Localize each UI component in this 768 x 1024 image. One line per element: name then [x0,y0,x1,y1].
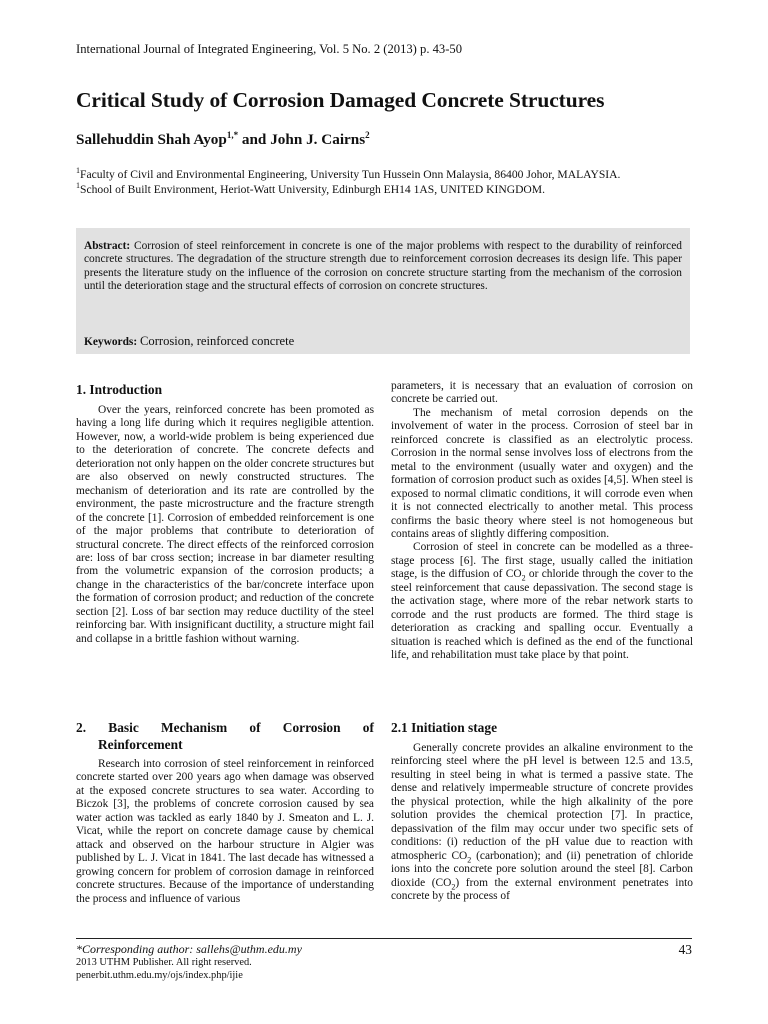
co2-subscript: 2 [521,573,526,583]
journal-header: International Journal of Integrated Engineering, Vol. 5 No. 2 (2013) p. 43-50 [76,42,463,56]
section-2-heading-word: of [362,720,374,735]
keywords-label: Keywords: [84,336,138,348]
right-paragraph-1: The mechanism of metal corrosion depends on the involvement of water in the process. Corrosion of steel bar in reinforced concrete is classified as an electrolytic process. Corrosion in the normal sense involves loss of electrons from the metal to the environment (usually water and oxygen) and the formation of corrosion product such as oxides [4,5]. When steel is exposed to normal climatic conditions, it will corrode even when it is not connected electrically to another metal. This process confirms the basic theory where steel is not homogeneous but contains areas of slightly differing composition. [391,406,693,540]
right-paragraph-2 [391,541,693,662]
section-2-heading-word: of [249,720,261,735]
publisher-info [76,957,252,982]
section-2-body [76,758,374,906]
affiliation-2 [76,182,620,197]
section-2-heading-word: Corrosion [282,720,341,735]
affiliation-2-text: School of Built Environment, Heriot-Watt University, Edinburgh EH14 1AS, UNITED KINGDOM. [80,183,546,196]
affiliation-2-mark: 1 [76,181,80,191]
subsection-2-1-part: ) from the external environment penetrates into concrete by the process of [391,876,693,902]
subsection-2-1-part: (carbonation); and (ii) penetration of chloride ions into the concrete pore solution around the steel [8]. Carbon dioxide (CO [391,849,693,889]
author-conjunction: and [238,131,271,148]
footer-divider [76,938,692,939]
abstract-box [76,228,690,354]
author-1-affil-mark: 1,* [226,129,239,140]
right-paragraph-0: parameters, it is necessary that an evaluation of corrosion on concrete be carried out. [391,380,693,406]
abstract [84,240,682,293]
section-1-body [76,404,374,646]
section-2-heading-line2: Reinforcement [98,737,183,752]
section-1-paragraph: Over the years, reinforced concrete has been promoted as having a long life during which it requires negligible attention. However, now, a world-wide problem is being experienced due to the deterioration of concrete. The concrete defects and deterioration not only happen on the older concrete structures but are also observed on newly constructed structures. The mechanism of deterioration and its rate are controlled by the environment, the paste microstructure and the fracture strength of the concrete [1]. Corrosion of embedded reinforcement is one of the major problems that contribute to deterioration of structural concrete. The direct effects of the reinforced corrosion are: loss of bar cross section; increase in bar diameter resulting from the volumetric expansion of the corrosion products; a change in the characteristics of the bar/concrete interface upon the formation of corrosion product; and reduction of the concrete section [2]. Loss of bar section may reduce ductility of the steel reinforcing bar. With insignificant ductility, a structure might fail and collapse in a brittle fashion without warning. [76,404,374,645]
author-2: John J. Cairns [270,131,366,148]
section-2-paragraph: Research into corrosion of steel reinforcement in reinforced concrete started over 200 years ago when damage was observed at the exposed concrete structures to sea water. According to Biczok [3], the problems of concrete corrosion caused by sea water action was tackled as early 1840 by J. Smeaton and L. J. Vicat, while the report on concrete damage cause by chemical attack and observed on the harbour structure in Algier was published by L. J. Vicat in 1841. The last decade has witnessed a growing concern for problem of corrosion damage in reinforced concrete structures. Because of the importance of understanding the process and influence of various [76,758,374,905]
author-1: Sallehuddin Shah Ayop [76,131,227,148]
subsection-2-1-part: Generally concrete provides an alkaline environment to the reinforcing steel where the pH level is between 12.5 and 13.5, resulting in steel being in what is termed a passive state. The dense and relatively impermeable structure of concrete provides the physical protection, while the high alkalinity of the pore solution provides the chemical protection [7]. In practice, depassivation of the film may occur under two specific sets of conditions: (i) reduction of the pH value due to reaction with atmospheric CO [391,742,693,862]
section-2-number: 2. [76,720,87,735]
copyright-line: 2013 UTHM Publisher. All right reserved. [76,957,252,968]
affiliations [76,167,620,197]
co2-subscript: 2 [451,881,456,891]
author-list [76,131,370,149]
right-paragraph-2-part: or chloride through the cover to the steel reinforcement that cause depassivation. The second stage is the activation stage, where more of the rebar network starts to corrode and the rust products are formed. The third stage is deterioration as cracking and spalling occur. Eventually a situation is reached which is defined as the end of the functional life, and rehabilitation must take place by that point. [391,568,693,662]
section-2-heading-word: Mechanism [161,720,228,735]
affiliation-1-text: Faculty of Civil and Environmental Engineering, University Tun Hussein Onn Malaysia, 86400 Johor, MALAYSIA. [80,168,621,181]
subsection-2-1-paragraph [391,742,693,903]
corresponding-author: *Corresponding author: sallehs@uthm.edu.my [76,942,302,956]
section-2-heading [76,719,374,753]
subsection-2-1-body [391,742,693,903]
section-2-heading-word: Basic [108,720,139,735]
abstract-text: Corrosion of steel reinforcement in concrete is one of the major problems with respect to the durability of reinforced concrete structures. The degradation of the structure strength due to reinforcement corrosion decreases its design life. This paper presents the literature study on the influence of the corrosion on concrete structure starting from the mechanism of the corrosion until the deterioration stage and the structural effects of corrosion on concrete structures. [84,240,682,292]
author-2-affil-mark: 2 [365,129,370,140]
keywords [84,334,294,349]
co2-subscript: 2 [467,854,472,864]
subsection-2-1-heading: 2.1 Initiation stage [391,720,498,735]
section-1-heading: 1. Introduction [76,382,163,397]
affiliation-1-mark: 1 [76,166,80,176]
right-column-body [391,380,693,663]
right-paragraph-2-part: Corrosion of steel in concrete can be modelled as a three-stage process [6]. The first stage, usually called the initiation stage, is the diffusion of CO [391,541,693,581]
journal-url: penerbit.uthm.edu.my/ojs/index.php/ijie [76,969,243,981]
page-number: 43 [678,942,692,957]
keywords-text: Corrosion, reinforced concrete [140,334,295,348]
abstract-label: Abstract: [84,240,131,252]
paper-title: Critical Study of Corrosion Damaged Concrete Structures [76,88,605,112]
affiliation-1 [76,167,620,182]
